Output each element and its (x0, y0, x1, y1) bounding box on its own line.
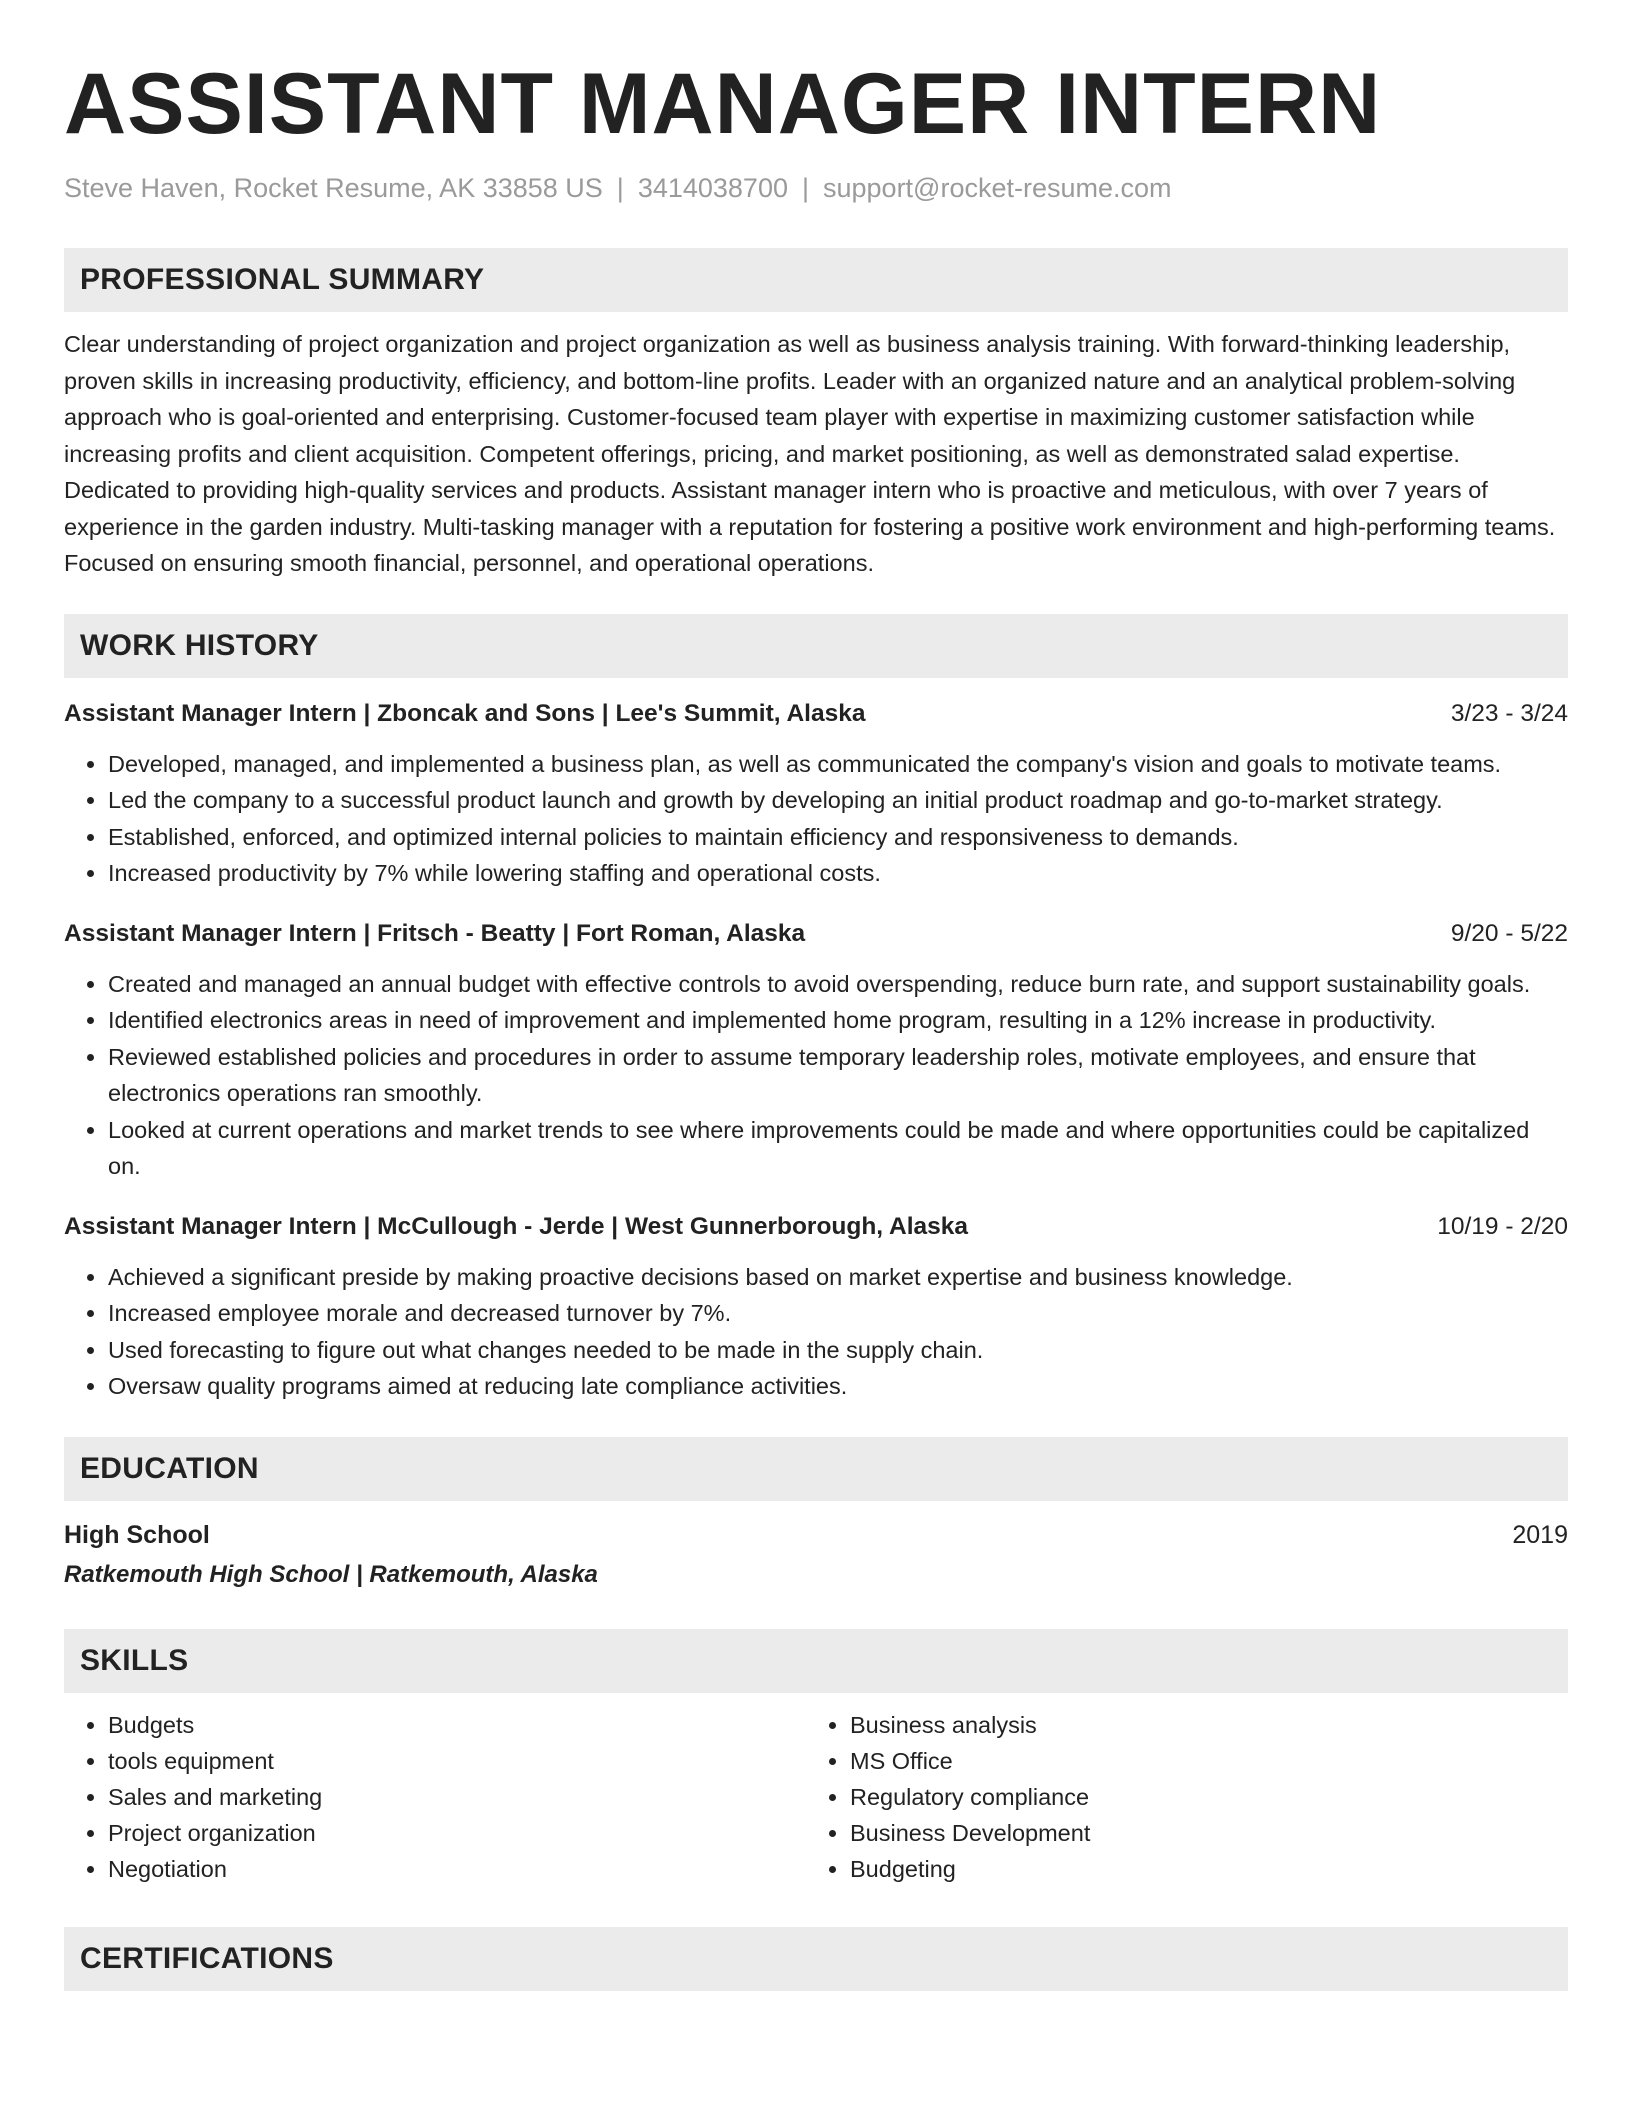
skill-item: • Project organization (108, 1815, 806, 1851)
education-school: Ratkemouth High School | Ratkemouth, Alaska (64, 1560, 598, 1588)
job-bullet: • Used forecasting to figure out what changes needed to be made in the supply chain. (108, 1332, 1568, 1369)
job-bullet: • Established, enforced, and optimized internal policies to maintain efficiency and responsiveness to demands. (108, 819, 1568, 856)
skill-item: • Budgets (108, 1707, 806, 1743)
skills-column-right (806, 1707, 1548, 1887)
summary-text: Clear understanding of project organization and project organization as well as business analysis training. With forward-thinking leadership, proven skills in increasing productivity, efficiency, and bottom-line profits. Leader with an organized nature and an analytical problem-solving approach who is goal-oriented and enterprising. Customer-focused team player with expertise in maximizing customer satisfaction while increasing profits and client acquisition. Competent offerings, pricing, and market positioning, as well as demonstrated salad expertise. Dedicated to providing high-quality services and products. Assistant manager intern who is proactive and meticulous, with over 7 years of experience in the garden industry. Multi-tasking manager with a reputation for fostering a positive work environment and high-performing teams. Focused on ensuring smooth financial, personnel, and operational operations. (64, 331, 1556, 576)
section-header-certifications: CERTIFICATIONS (64, 1927, 1568, 1991)
job-bullet: • Looked at current operations and market trends to see where improvements could be made and where opportunities could be capitalized on. (108, 1112, 1568, 1185)
job-bullet: • Oversaw quality programs aimed at reducing late compliance activities. (108, 1368, 1568, 1405)
contact-separator: | (801, 173, 809, 203)
job-bullet: • Identified electronics areas in need of improvement and implemented home program, resulting in a 12% increase in productivity. (108, 1002, 1568, 1039)
job-header (64, 916, 1568, 952)
job-entry (64, 1209, 1568, 1405)
job-dates: 3/23 - 3/24 (1450, 699, 1568, 727)
section-header-skills: SKILLS (64, 1629, 1568, 1693)
contact-line (64, 172, 1568, 204)
skill-item: • MS Office (850, 1743, 1548, 1779)
job-entry (64, 696, 1568, 892)
job-dates: 9/20 - 5/22 (1450, 919, 1568, 947)
skill-item: • Regulatory compliance (850, 1779, 1548, 1815)
job-bullet: • Achieved a significant preside by making proactive decisions based on market expertise and business knowledge. (108, 1259, 1568, 1296)
skill-item: • tools equipment (108, 1743, 806, 1779)
skill-item: • Sales and marketing (108, 1779, 806, 1815)
job-bullet: • Developed, managed, and implemented a business plan, as well as communicated the company's vision and goals to motivate teams. (108, 746, 1568, 783)
education-header (64, 1517, 1568, 1553)
skill-item: • Budgeting (850, 1851, 1548, 1887)
contact-phone: 3414038700 (637, 173, 788, 203)
education-year: 2019 (1512, 1520, 1568, 1549)
job-title: Assistant Manager Intern | Zboncak and Sons | Lee's Summit, Alaska (64, 699, 866, 727)
job-header (64, 696, 1568, 732)
section-header-summary: PROFESSIONAL SUMMARY (64, 248, 1568, 312)
resume-page (64, 0, 1568, 1991)
job-bullet: • Reviewed established policies and procedures in order to assume temporary leadership roles, motivate employees, and ensure that electronics operations ran smoothly. (108, 1039, 1568, 1112)
section-header-education: EDUCATION (64, 1437, 1568, 1501)
contact-separator: | (616, 173, 624, 203)
job-dates: 10/19 - 2/20 (1437, 1212, 1568, 1240)
education-degree: High School (64, 1520, 210, 1549)
contact-email: support@rocket-resume.com (823, 173, 1172, 203)
skill-item: • Negotiation (108, 1851, 806, 1887)
skill-item: • Business Development (850, 1815, 1548, 1851)
job-bullets (64, 966, 1568, 1185)
job-bullet: • Created and managed an annual budget with effective controls to avoid overspending, reduce burn rate, and support sustainability goals. (108, 966, 1568, 1003)
job-entry (64, 916, 1568, 1185)
contact-address: Steve Haven, Rocket Resume, AK 33858 US (64, 173, 603, 203)
job-header (64, 1209, 1568, 1245)
job-title: Assistant Manager Intern | Fritsch - Beatty | Fort Roman, Alaska (64, 919, 806, 947)
job-bullet: • Increased productivity by 7% while lowering staffing and operational costs. (108, 855, 1568, 892)
resume-title: ASSISTANT MANAGER INTERN (64, 56, 1382, 152)
job-bullets (64, 746, 1568, 892)
section-header-work-history: WORK HISTORY (64, 614, 1568, 678)
skill-item: • Business analysis (850, 1707, 1548, 1743)
job-title: Assistant Manager Intern | McCullough - Jerde | West Gunnerborough, Alaska (64, 1212, 969, 1240)
job-bullets (64, 1259, 1568, 1405)
job-bullet: • Led the company to a successful product launch and growth by developing an initial product roadmap and go-to-market strategy. (108, 782, 1568, 819)
skills-list (64, 1707, 1568, 1887)
job-bullet: • Increased employee morale and decreased turnover by 7%. (108, 1295, 1568, 1332)
skills-column-left (64, 1707, 806, 1887)
